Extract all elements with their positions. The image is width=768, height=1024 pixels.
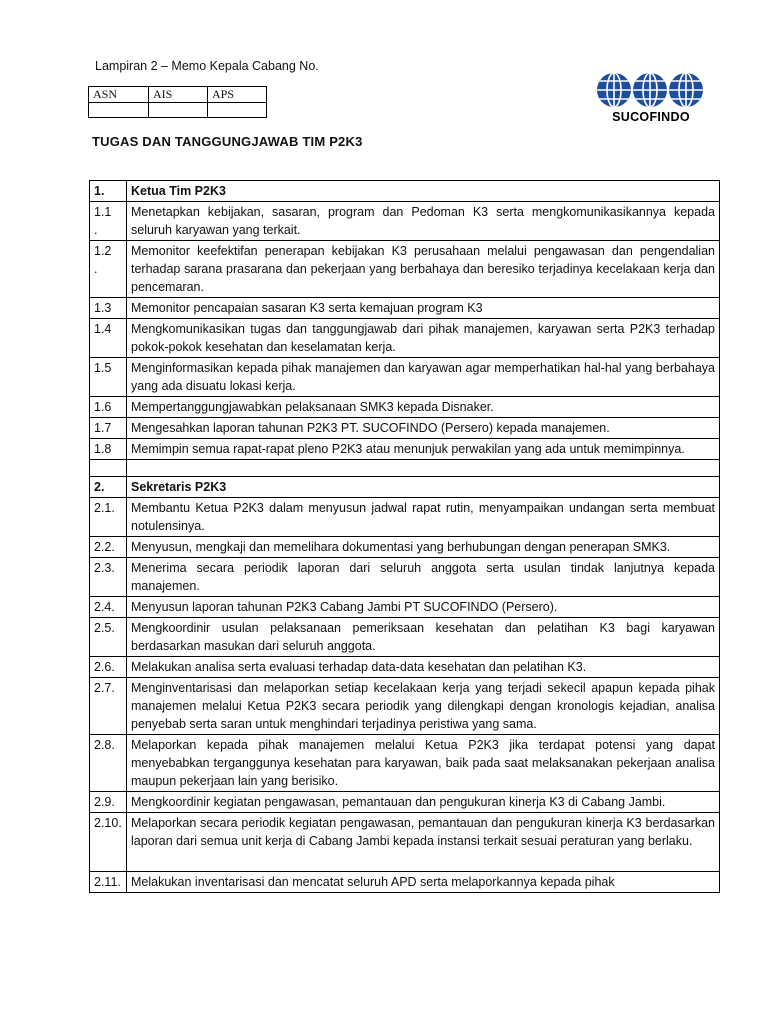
table-row: [90, 358, 720, 397]
item-number: 2.3.: [90, 558, 127, 597]
item-description: Melakukan analisa serta evaluasi terhadap data-data kesehatan dan pelatihan K3.: [127, 657, 720, 678]
table-row: [90, 319, 720, 358]
table-row: [90, 439, 720, 460]
table-row: [90, 241, 720, 298]
section-number: 2.: [90, 477, 127, 498]
item-number: 2.1.: [90, 498, 127, 537]
item-description: Menginventarisasi dan melaporkan setiap kecelakaan kerja yang terjadi sekecil apapun kepada pihak manajemen melalui Ketua P2K3 secara periodik yang dilengkapi dengan kronologis kejadian, analisa penyebab serta saran untuk menghindari terjadinya peristiwa yang sama.: [127, 678, 720, 735]
item-number: 2.9.: [90, 792, 127, 813]
item-number: 1.3: [90, 298, 127, 319]
code-cell-asn: ASN: [89, 87, 149, 103]
section-heading: Ketua Tim P2K3: [127, 181, 720, 202]
section-heading: Sekretaris P2K3: [127, 477, 720, 498]
item-description: Melaporkan kepada pihak manajemen melalui Ketua P2K3 jika terdapat potensi yang dapat menyebabkan terganggunya kesehatan para karyawan, baik pada saat melaksanakan pekerjaan analisa maupun pekerjaan lain yang berisiko.: [127, 735, 720, 792]
section-heading-row: [90, 477, 720, 498]
item-number: 1.5: [90, 358, 127, 397]
item-description: Mengkomunikasikan tugas dan tanggungjawab dari pihak manajemen, karyawan serta P2K3 terhadap pokok-pokok kesehatan dan keselamatan kerja.: [127, 319, 720, 358]
item-number: 1.4: [90, 319, 127, 358]
item-description: Menginformasikan kepada pihak manajemen dan karyawan agar memperhatikan hal-hal yang berbahaya yang ada disuatu lokasi kerja.: [127, 358, 720, 397]
memo-reference: Lampiran 2 – Memo Kepala Cabang No.: [95, 59, 319, 73]
table-row: [90, 735, 720, 792]
table-row: [90, 498, 720, 537]
item-number: 1.7: [90, 418, 127, 439]
table-row: [90, 558, 720, 597]
item-description: Membantu Ketua P2K3 dalam menyusun jadwal rapat rutin, menyampaikan undangan serta membuat notulensinya.: [127, 498, 720, 537]
item-number: 2.10.: [90, 813, 127, 872]
item-number: 2.8.: [90, 735, 127, 792]
item-description: Memimpin semua rapat-rapat pleno P2K3 atau menunjuk perwakilan yang ada untuk memimpinnya.: [127, 439, 720, 460]
table-row: [90, 657, 720, 678]
item-description: Memonitor keefektifan penerapan kebijakan K3 perusahaan melalui pengawasan dan pengendalian terhadap sarana prasarana dan pekerjaan yang berbahaya dan beresiko terjadinya kecelakaan kerja dan pencemaran.: [127, 241, 720, 298]
table-row: [90, 537, 720, 558]
spacer-cell: [90, 460, 127, 477]
table-row: [90, 397, 720, 418]
item-description: Memonitor pencapaian sasaran K3 serta kemajuan program K3: [127, 298, 720, 319]
item-number: 2.6.: [90, 657, 127, 678]
table-row: [90, 792, 720, 813]
code-table: [88, 86, 267, 118]
table-row: [90, 678, 720, 735]
table-row: [90, 618, 720, 657]
table-row: [90, 597, 720, 618]
table-row: [90, 418, 720, 439]
code-cell-aps: APS: [208, 87, 267, 103]
document-title: TUGAS DAN TANGGUNGJAWAB TIM P2K3: [92, 134, 363, 149]
item-description: Menerima secara periodik laporan dari seluruh anggota serta usulan tindak lanjutnya kepada manajemen.: [127, 558, 720, 597]
code-cell-empty: [149, 103, 208, 118]
item-description: Melakukan inventarisasi dan mencatat seluruh APD serta melaporkannya kepada pihak: [127, 872, 720, 893]
item-description: Mengesahkan laporan tahunan P2K3 PT. SUCOFINDO (Persero) kepada manajemen.: [127, 418, 720, 439]
item-number: 1.2 .: [90, 241, 127, 298]
spacer-cell: [127, 460, 720, 477]
duties-table: [89, 180, 720, 893]
item-number: 1.6: [90, 397, 127, 418]
item-description: Menyusun laporan tahunan P2K3 Cabang Jambi PT SUCOFINDO (Persero).: [127, 597, 720, 618]
item-number: 2.4.: [90, 597, 127, 618]
item-number: 2.2.: [90, 537, 127, 558]
code-cell-ais: AIS: [149, 87, 208, 103]
item-description: Mempertanggungjawabkan pelaksanaan SMK3 kepada Disnaker.: [127, 397, 720, 418]
logo-wordmark: SUCOFINDO: [612, 110, 690, 124]
item-number: 2.7.: [90, 678, 127, 735]
item-description: Melaporkan secara periodik kegiatan pengawasan, pemantauan dan pengukuran kinerja K3 berdasarkan laporan dari semua unit kerja di Cabang Jambi kepada instansi terkait sesuai peraturan yang berlaku.: [127, 813, 720, 872]
item-description: Mengkoordinir kegiatan pengawasan, pemantauan dan pengukuran kinerja K3 di Cabang Jambi.: [127, 792, 720, 813]
item-description: Mengkoordinir usulan pelaksanaan pemeriksaan kesehatan dan pelatihan K3 bagi karyawan berdasarkan masukan dari seluruh anggota.: [127, 618, 720, 657]
section-number: 1.: [90, 181, 127, 202]
section-heading-row: [90, 181, 720, 202]
item-number: 1.1 .: [90, 202, 127, 241]
item-number: 2.5.: [90, 618, 127, 657]
item-description: Menetapkan kebijakan, sasaran, program dan Pedoman K3 serta mengkomunikasikannya kepada seluruh karyawan yang terkait.: [127, 202, 720, 241]
table-row: [90, 872, 720, 893]
code-cell-empty: [89, 103, 149, 118]
item-number: 1.8: [90, 439, 127, 460]
code-cell-empty: [208, 103, 267, 118]
spacer-row: [90, 460, 720, 477]
table-row: [90, 202, 720, 241]
item-number: 2.11.: [90, 872, 127, 893]
item-description: Menyusun, mengkaji dan memelihara dokumentasi yang berhubungan dengan penerapan SMK3.: [127, 537, 720, 558]
table-row: [90, 298, 720, 319]
table-row: [90, 813, 720, 872]
